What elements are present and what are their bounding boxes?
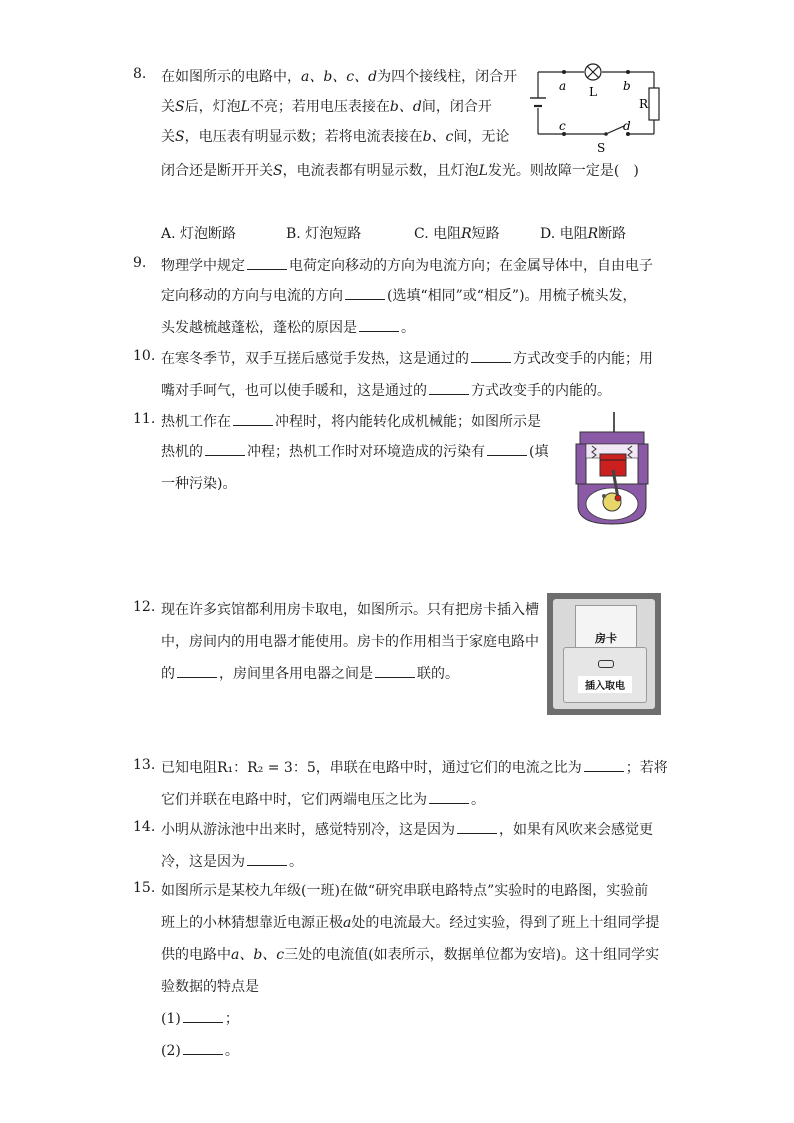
text: 关	[161, 99, 175, 115]
option-a[interactable]	[161, 223, 236, 243]
text: 闭合还是断开开关	[161, 163, 273, 179]
text: ，房间里各用电器之间是	[219, 666, 373, 682]
text: 一种污染)。	[161, 476, 237, 492]
option-a-label: A. 灯泡断路	[161, 226, 237, 242]
q15-line-4	[161, 976, 259, 996]
text: 在如图所示的电路中，	[161, 69, 301, 85]
answer-blank[interactable]	[471, 348, 511, 363]
answer-blank[interactable]	[457, 819, 497, 834]
text: 物理学中规定	[161, 258, 245, 274]
label-b: b	[623, 79, 631, 93]
circuit-diagram	[522, 58, 670, 156]
text: D. 电阻	[540, 226, 588, 242]
q15-line-2	[161, 912, 659, 932]
answer-blank[interactable]	[233, 411, 273, 426]
var-bd: b、d	[389, 99, 422, 115]
text: 在寒冬季节，双手互搓后感觉手发热，这是通过的	[161, 351, 469, 367]
text: 中，房间内的用电器才能使用。房卡的作用相当于家庭电路中	[161, 634, 539, 650]
var-l: L	[240, 99, 250, 115]
q11-line-2	[161, 441, 548, 461]
text: 处的电流最大。经过实验，得到了班上十组同学提	[351, 915, 660, 931]
q8-line-3	[161, 126, 509, 146]
var-s: S	[175, 129, 185, 145]
text: 验数据的特点是	[161, 979, 259, 995]
var-s: S	[175, 99, 185, 115]
q9-line-1	[161, 255, 653, 275]
text: 热机工作在	[161, 414, 231, 430]
text: 间，闭合开	[421, 99, 492, 115]
text: 。	[401, 320, 415, 336]
question-number: 9.	[133, 255, 147, 271]
label-c: c	[559, 119, 566, 133]
text: ，电压表有明显示数；若将电流表接在	[184, 129, 423, 145]
answer-blank[interactable]	[177, 663, 217, 678]
answer-blank[interactable]	[247, 255, 287, 270]
q13-line-2	[161, 789, 485, 809]
q9-line-3	[161, 317, 415, 337]
var-l: L	[478, 163, 488, 179]
q15-line-3	[161, 944, 659, 964]
text: 现在许多宾馆都利用房卡取电，如图所示。只有把房卡插入槽	[161, 602, 539, 618]
text: 。	[224, 1043, 239, 1059]
text: C. 电阻	[414, 226, 462, 242]
engine-cylinder-figure	[570, 410, 654, 528]
var-a: a	[343, 915, 352, 931]
question-number: 12.	[133, 599, 156, 615]
option-c[interactable]	[414, 223, 500, 243]
option-d[interactable]	[540, 223, 626, 243]
text: (填	[529, 444, 549, 460]
room-card-photo	[547, 593, 661, 715]
q8-line-4	[161, 160, 639, 180]
answer-blank[interactable]	[375, 663, 415, 678]
text: 三处的电流值(如表所示，数据单位都为安培)。这十组同学实	[284, 947, 660, 963]
text: ；若将	[625, 760, 668, 776]
q15-line-6	[161, 1040, 239, 1060]
text: 方式改变手的内能；用	[513, 351, 653, 367]
answer-blank[interactable]	[183, 1040, 223, 1055]
question-number: 13.	[133, 757, 156, 773]
answer-blank[interactable]	[487, 441, 527, 456]
text: 冷，这是因为	[161, 854, 245, 870]
q15-line-5	[161, 1008, 239, 1028]
text: 联的。	[417, 666, 459, 682]
text: 不亮；若用电压表接在	[249, 99, 390, 115]
text: 头发越梳越蓬松，蓬松的原因是	[161, 320, 357, 336]
text: 它们并联在电路中时，它们两端电压之比为	[161, 792, 427, 808]
answer-blank[interactable]	[183, 1008, 223, 1023]
answer-blank[interactable]	[205, 441, 245, 456]
text: (1)	[161, 1011, 181, 1027]
slot-frame	[563, 647, 647, 703]
q12-line-1	[161, 599, 539, 619]
label-d: d	[623, 119, 631, 133]
var-abc: a、b、c	[231, 947, 285, 963]
text: 小明从游泳池中出来时，感觉特别冷，这是因为	[161, 822, 455, 838]
q12-line-3	[161, 663, 459, 683]
text: (2)	[161, 1043, 181, 1059]
question-number: 11.	[133, 411, 156, 427]
answer-blank[interactable]	[247, 851, 287, 866]
text: 班上的小林猜想靠近电源正极	[161, 915, 343, 931]
label-switch: S	[597, 141, 606, 155]
q10-line-1	[161, 348, 653, 368]
card-label: 房卡	[595, 632, 617, 645]
text: 如图所示是某校九年级(一班)在做“研究串联电路特点”实验时的电路图，实验前	[161, 883, 649, 899]
q8-line-1	[161, 66, 517, 86]
terminal-labels: a、b、c、d	[301, 69, 378, 85]
text: 断路	[598, 226, 627, 242]
text: ，电流表都有明显示数，且灯泡	[282, 163, 479, 179]
q11-line-1	[161, 411, 541, 431]
q10-line-2	[161, 380, 611, 400]
text: ，如果有风吹来会感觉更	[499, 822, 653, 838]
text: 嘴对手呵气，也可以使手暖和，这是通过的	[161, 383, 427, 399]
slot-symbol-icon	[598, 660, 614, 668]
text: 方式改变手的内能的。	[471, 383, 611, 399]
text: (选填“相同”或“相反”)。用梳子梳头发，	[387, 288, 637, 304]
text: 定向移动的方向与电流的方向	[161, 288, 343, 304]
question-number: 15.	[133, 880, 156, 896]
q14-line-2	[161, 851, 303, 871]
text: 冲程；热机工作时对环境造成的污染有	[247, 444, 485, 460]
option-b[interactable]	[286, 223, 361, 243]
question-number: 8.	[133, 66, 147, 82]
text: 后，灯泡	[184, 99, 241, 115]
text: 关	[161, 129, 175, 145]
q8-line-2	[161, 96, 492, 116]
var-s: S	[273, 163, 283, 179]
text: 。	[289, 854, 303, 870]
text: 短路	[471, 226, 500, 242]
question-number: 10.	[133, 348, 156, 364]
q12-line-2	[161, 631, 539, 651]
slot-label: 插入取电	[578, 676, 632, 693]
text: 的	[161, 666, 175, 682]
question-number: 14.	[133, 819, 156, 835]
q15-line-1	[161, 880, 648, 900]
text: 供的电路中	[161, 947, 231, 963]
var-r: R	[461, 226, 472, 242]
var-bc: b、c	[422, 129, 454, 145]
text: 发光。则故障一定是( )	[487, 163, 639, 179]
text: 已知电阻R₁：R₂ = 3：5，串联在电路中时，通过它们的电流之比为	[161, 760, 582, 776]
answer-blank[interactable]	[345, 285, 385, 300]
answer-blank[interactable]	[584, 757, 624, 772]
label-resistor: R	[639, 97, 649, 111]
text: 间，无论	[453, 129, 510, 145]
label-lamp: L	[589, 85, 597, 99]
text: 热机的	[161, 444, 203, 460]
text: 。	[471, 792, 485, 808]
q13-line-1	[161, 757, 668, 777]
answer-blank[interactable]	[429, 380, 469, 395]
text: 电荷定向移动的方向为电流方向；在金属导体中，自由电子	[289, 258, 653, 274]
q14-line-1	[161, 819, 653, 839]
text: 冲程时，将内能转化成机械能；如图所示是	[275, 414, 541, 430]
text: ；	[224, 1011, 239, 1027]
option-b-label: B. 灯泡短路	[286, 226, 362, 242]
var-r: R	[587, 226, 599, 242]
answer-blank[interactable]	[359, 317, 399, 332]
q11-line-3	[161, 473, 236, 493]
text: 为四个接线柱，闭合开	[377, 69, 518, 85]
q9-line-2	[161, 285, 637, 305]
answer-blank[interactable]	[429, 789, 469, 804]
wall-plate	[553, 599, 655, 709]
label-a: a	[559, 79, 567, 93]
